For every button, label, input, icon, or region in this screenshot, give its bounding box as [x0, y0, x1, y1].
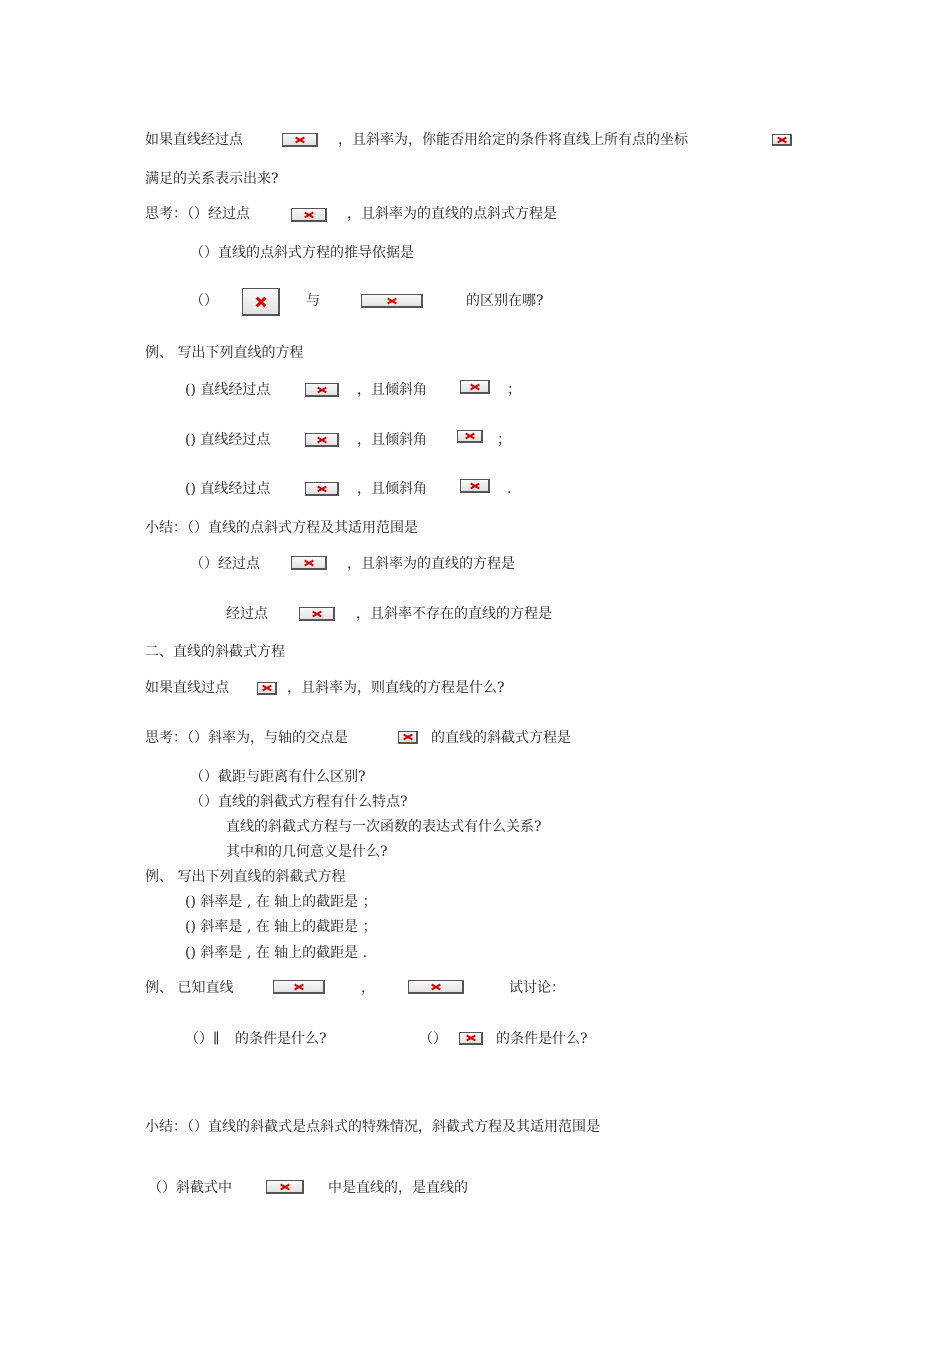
text-line: 其中和的几何意义是什么?: [226, 844, 388, 860]
text-line: () 斜率是 , 在 轴上的截距是 ；: [185, 919, 377, 935]
missing-image-icon: [457, 430, 483, 443]
text-line: 例、 写出下列直线的斜截式方程: [145, 869, 346, 885]
missing-image-icon: [299, 607, 335, 621]
text-line: () 斜率是 , 在 轴上的截距是 .: [185, 945, 368, 961]
section-heading: 二、直线的斜截式方程: [145, 644, 285, 660]
text-line: 满足的关系表示出来?: [145, 171, 279, 187]
text-line: 小结：（）直线的斜截式是点斜式的特殊情况，斜截式方程及其适用范围是: [145, 1119, 600, 1135]
missing-image-icon: [305, 433, 339, 447]
text-line: （）直线的斜截式方程有什么特点?: [190, 794, 408, 810]
missing-image-icon: [361, 294, 423, 308]
missing-image-icon: [291, 556, 327, 570]
missing-image-icon: [257, 682, 277, 695]
missing-image-icon: [242, 288, 280, 316]
missing-image-icon: [266, 1180, 304, 1194]
text-line: （）截距与距离有什么区别?: [190, 769, 366, 785]
missing-image-icon: [398, 731, 418, 744]
text-line: （）直线的点斜式方程的推导依据是: [190, 245, 414, 261]
missing-image-icon: [460, 380, 490, 394]
missing-image-icon: [282, 133, 318, 147]
missing-image-icon: [459, 1032, 483, 1045]
missing-image-icon: [305, 482, 339, 496]
missing-image-icon: [408, 980, 464, 994]
missing-image-icon: [305, 383, 339, 397]
text-line: 例、 写出下列直线的方程: [145, 345, 304, 361]
text-line: 小结：（）直线的点斜式方程及其适用范围是: [145, 520, 418, 536]
text-line: () 斜率是 , 在 轴上的截距是 ；: [185, 894, 377, 910]
missing-image-icon: [273, 980, 325, 994]
missing-image-icon: [291, 208, 327, 222]
text-line: 直线的斜截式方程与一次函数的表达式有什么关系?: [226, 819, 542, 835]
missing-image-icon: [460, 479, 490, 493]
missing-image-icon: [772, 134, 792, 146]
